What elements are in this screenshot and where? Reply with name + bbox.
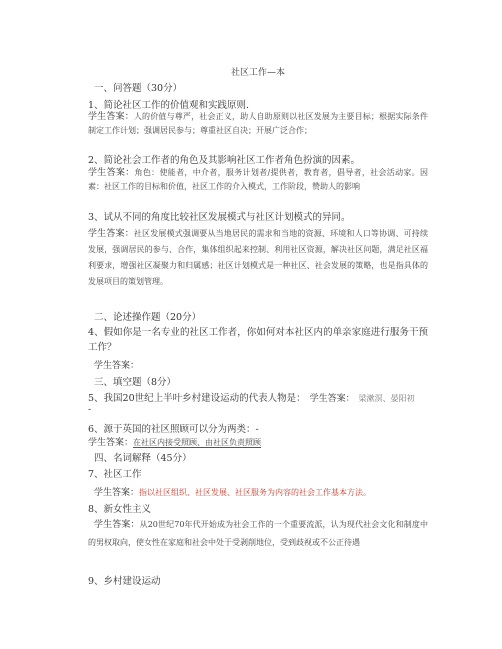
answer-8-label: 学生答案：: [94, 520, 140, 530]
answer-4-label: 学生答案：: [94, 361, 140, 371]
section-2-heading: 二、论述操作题（20分）: [94, 312, 202, 323]
question-9: 9、乡村建设运动: [88, 576, 161, 587]
answer-3-label: 学生答案：: [88, 229, 134, 239]
answer-1-label: 学生答案：: [88, 112, 134, 122]
answer-6: [88, 435, 261, 449]
answer-2-text: 角色：使能者，中介者，服务计划者/提供者，教育者，倡导者，社会活动家。因素：社区工作的目标和价值，社区工作的介入模式，工作阶段，赞助人的影响: [88, 168, 428, 191]
answer-5-label: 学生答案：: [309, 394, 355, 404]
answer-1: [88, 110, 428, 137]
question-6: 6、源于英国的社区照顾可以分为两类：-: [88, 424, 259, 435]
answer-2-label: 学生答案：: [88, 168, 135, 178]
answer-1-text: 人的价值与尊严，社会正义，助人自助原则以社区发展为主要目标；根据实际条件制定工作计划；强调居民参与；尊重社区自决；开展广泛合作；: [88, 112, 428, 135]
section-4-heading: 四、名词解释（45分）: [94, 453, 192, 464]
question-2: 2、简论社会工作者的角色及其影响社区工作者角色扮演的因素。: [88, 155, 361, 166]
section-3-heading: 三、填空题（8分）: [94, 377, 177, 388]
section-1-heading: 一、问答题（30分）: [94, 83, 183, 94]
answer-7: [94, 485, 371, 499]
answer-6-label: 学生答案：: [88, 438, 134, 448]
answer-8: [88, 516, 428, 552]
question-5-text: 5、我国20世纪上半叶乡村建设运动的代表人物是：: [88, 393, 306, 404]
question-7: 7、社区工作: [88, 469, 142, 480]
answer-3-text: 社区发展模式强调要从当地居民的需求和当地的资源、环境和人口等协调、可持续发展，强调居民的参与、合作，集体组织起来控制、利用社区资源，解决社区问题，满足社区福利要求，增强社区凝聚力和归属感；社区计划模式是一种社区、社会发展的策略，也是指具体的发展项目的策划管理。: [88, 229, 428, 286]
answer-5-text: 梁漱溟、晏阳初: [358, 394, 415, 403]
answer-3: [88, 226, 428, 290]
question-3: 3、试从不同的角度比较社区发展模式与社区计划模式的异同。: [88, 212, 351, 223]
doc-title: 社区工作—本: [231, 68, 286, 78]
question-5-dash: -: [88, 404, 92, 415]
answer-8-text: 从20世纪70年代开始成为社会工作的一个重要流派，认为现代社会文化和制度中的男权取向，使女性在家庭和社会中处于受剥削地位，受到歧视或不公正待遇: [88, 520, 428, 547]
answer-7-label: 学生答案：: [94, 488, 140, 498]
question-1: 1、简论社区工作的价值观和实践原则.: [88, 100, 250, 111]
answer-2: [88, 166, 428, 193]
question-4: 4、假如你是一名专业的社区工作者，你如何对本社区内的单亲家庭进行服务干预工作？: [88, 327, 428, 353]
question-5: [88, 390, 415, 405]
question-8: 8、新女性主义: [88, 504, 152, 515]
answer-6-text: 在社区内接受照顾、由社区负责照顾: [133, 438, 262, 447]
answer-7-text: 指以社区组织、社区发展、社区服务为内容的社会工作基本方法。: [139, 488, 372, 497]
